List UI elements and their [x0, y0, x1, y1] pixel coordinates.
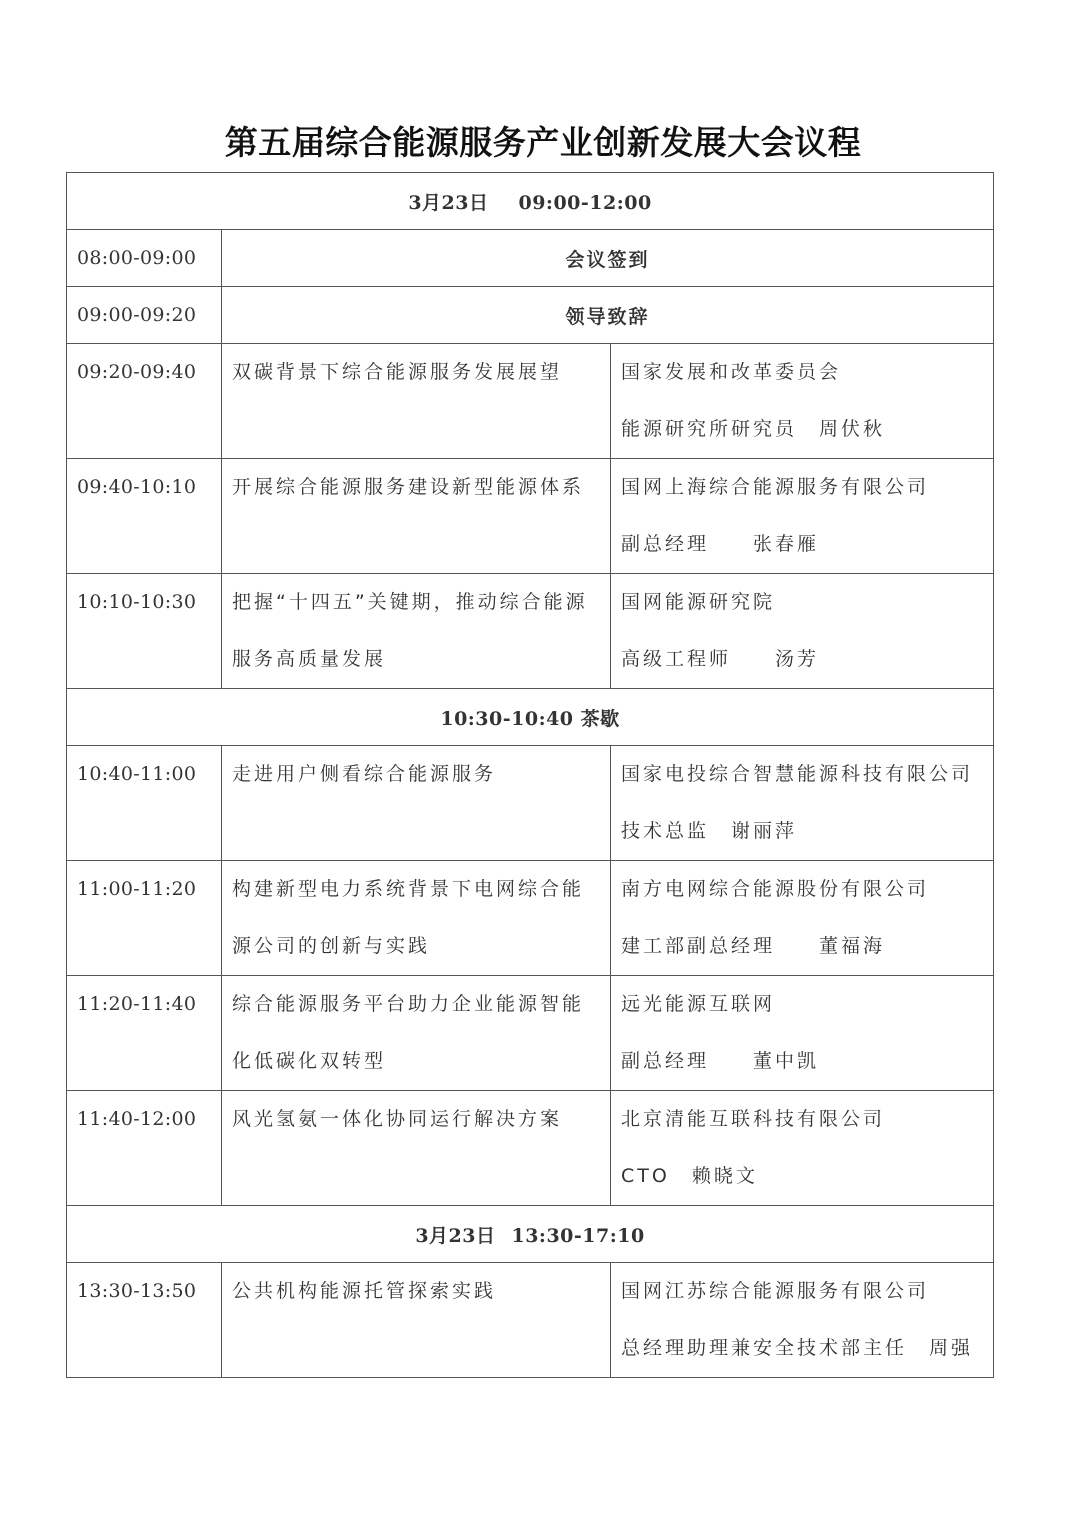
- agenda-row: [67, 1091, 994, 1206]
- talk-topic: 走进用户侧看综合能源服务: [232, 763, 497, 785]
- speaker-org: 南方电网综合能源股份有限公司: [621, 878, 930, 900]
- time-slot: 10:10-10:30: [77, 591, 197, 613]
- agenda-row-opening-speech: [67, 287, 994, 344]
- speaker-org: 北京清能互联科技有限公司: [621, 1108, 886, 1130]
- time-cell: [67, 344, 222, 459]
- time-slot: 09:00-09:20: [77, 304, 197, 326]
- time-slot: 11:00-11:20: [77, 878, 197, 900]
- speaker-name: 副总经理 张春雁: [621, 533, 820, 555]
- speaker-name: CTO 赖晓文: [621, 1165, 758, 1187]
- time-cell: [67, 459, 222, 574]
- topic-cell: [222, 344, 611, 459]
- topic-cell: [222, 459, 611, 574]
- speaker-org: 国网能源研究院: [621, 591, 776, 613]
- agenda-row-checkin: [67, 230, 994, 287]
- talk-topic: 双碳背景下综合能源服务发展展望: [232, 361, 563, 383]
- topic-cell: [222, 574, 611, 689]
- speaker-cell: [611, 746, 994, 861]
- speaker-cell: [611, 574, 994, 689]
- section-time: 13:30-17:10: [511, 1224, 645, 1247]
- topic-cell: [222, 1091, 611, 1206]
- talk-topic: 综合能源服务平台助力企业能源智能化低碳化双转型: [232, 993, 585, 1072]
- item-label: 领导致辞: [222, 287, 994, 344]
- agenda-row: [67, 976, 994, 1091]
- time-cell: [67, 861, 222, 976]
- talk-topic: 风光氢氨一体化协同运行解决方案: [232, 1108, 563, 1130]
- speaker-org: 国家电投综合智慧能源科技有限公司: [621, 763, 974, 785]
- section-date: 3月23日: [415, 1224, 496, 1247]
- talk-topic: 把握“十四五”关键期，推动综合能源服务高质量发展: [232, 591, 588, 670]
- speaker-name: 建工部副总经理 董福海: [621, 935, 886, 957]
- time-slot: 08:00-09:00: [77, 247, 197, 269]
- topic-cell: [222, 1263, 611, 1378]
- speaker-cell: [611, 1263, 994, 1378]
- time-cell: [67, 1091, 222, 1206]
- item-label: 会议签到: [222, 230, 994, 287]
- section-header-cell: [67, 173, 994, 230]
- break-label: 10:30-10:40 茶歇: [67, 689, 994, 746]
- time-cell: [67, 746, 222, 861]
- document-title: 第五届综合能源服务产业创新发展大会议程: [224, 123, 862, 162]
- time-cell: [67, 1263, 222, 1378]
- time-slot: 10:40-11:00: [77, 763, 197, 785]
- agenda-row: [67, 861, 994, 976]
- agenda-row-break: [67, 689, 994, 746]
- topic-cell: [222, 976, 611, 1091]
- speaker-org: 国网江苏综合能源服务有限公司: [621, 1280, 930, 1302]
- speaker-cell: [611, 861, 994, 976]
- agenda-row: [67, 1263, 994, 1378]
- time-cell: [67, 976, 222, 1091]
- time-cell: [67, 230, 222, 287]
- talk-topic: 公共机构能源托管探索实践: [232, 1280, 497, 1302]
- section-header-cell: [67, 1206, 994, 1263]
- topic-cell: [222, 861, 611, 976]
- section-time: 09:00-12:00: [518, 191, 652, 214]
- speaker-cell: [611, 459, 994, 574]
- time-cell: [67, 287, 222, 344]
- agenda-row: [67, 574, 994, 689]
- speaker-cell: [611, 344, 994, 459]
- time-slot: 11:20-11:40: [77, 993, 197, 1015]
- speaker-org: 远光能源互联网: [621, 993, 776, 1015]
- time-slot: 13:30-13:50: [77, 1280, 197, 1302]
- agenda-table: [66, 172, 994, 1378]
- time-slot: 09:40-10:10: [77, 476, 197, 498]
- speaker-org: 国网上海综合能源服务有限公司: [621, 476, 930, 498]
- time-slot: 09:20-09:40: [77, 361, 197, 383]
- speaker-cell: [611, 976, 994, 1091]
- agenda-row: [67, 344, 994, 459]
- agenda-row: [67, 459, 994, 574]
- speaker-org: 国家发展和改革委员会: [621, 361, 842, 383]
- section-header-afternoon: [67, 1206, 994, 1263]
- speaker-name: 技术总监 谢丽萍: [621, 820, 798, 842]
- speaker-name: 副总经理 董中凯: [621, 1050, 820, 1072]
- section-date: 3月23日: [408, 191, 489, 214]
- talk-topic: 开展综合能源服务建设新型能源体系: [232, 476, 585, 498]
- section-header-morning: [67, 173, 994, 230]
- time-slot: 11:40-12:00: [77, 1108, 197, 1130]
- agenda-row: [67, 746, 994, 861]
- speaker-name: 高级工程师 汤芳: [621, 648, 820, 670]
- talk-topic: 构建新型电力系统背景下电网综合能源公司的创新与实践: [232, 878, 585, 957]
- speaker-name: 总经理助理兼安全技术部主任 周强: [621, 1337, 974, 1359]
- time-cell: [67, 574, 222, 689]
- speaker-cell: [611, 1091, 994, 1206]
- topic-cell: [222, 746, 611, 861]
- speaker-name: 能源研究所研究员 周伏秋: [621, 418, 886, 440]
